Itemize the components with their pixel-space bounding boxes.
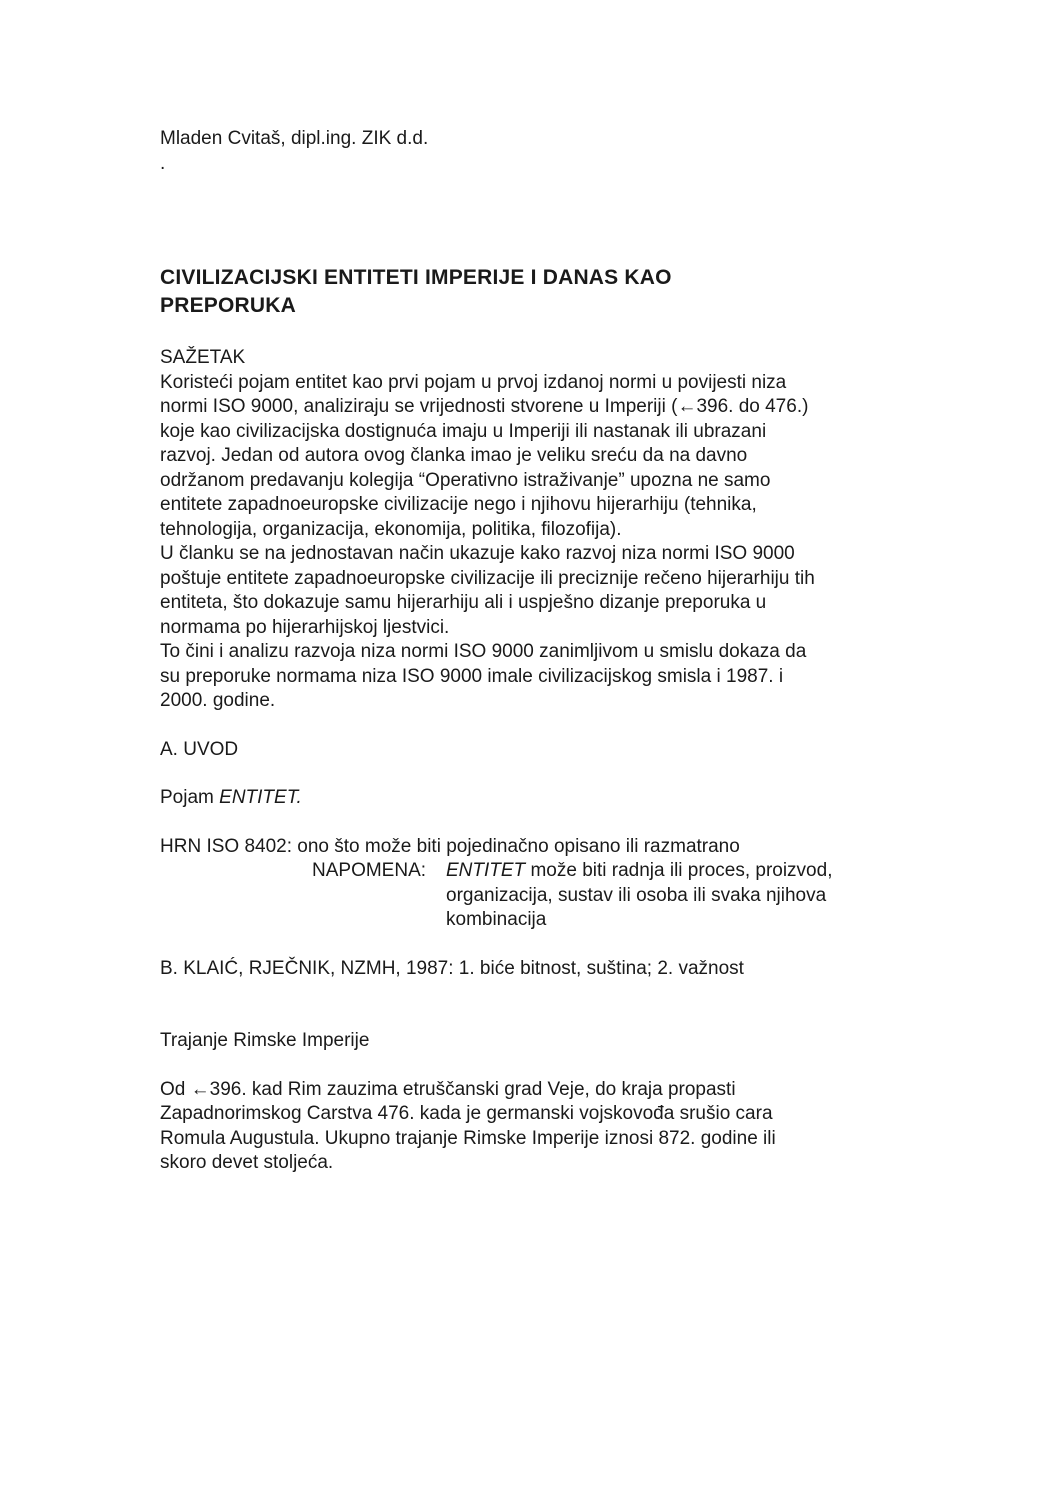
- text-line: 2000. godine.: [160, 690, 276, 711]
- note-line: organizacija, sustav ili osoba ili svaka njihova: [446, 884, 827, 906]
- dot-line: .: [160, 152, 166, 174]
- abstract-heading: SAŽETAK: [160, 347, 246, 368]
- hrn-definition-line: HRN ISO 8402: ono što može biti pojedinačno opisano ili razmatrano: [160, 835, 740, 857]
- intro-heading: A. UVOD: [160, 738, 239, 760]
- text-line: entitete zapadnoeuropske civilizacije nego i njihovu hijerarhiju (tehnika,: [160, 494, 757, 515]
- text-line: skoro devet stoljeća.: [160, 1152, 334, 1173]
- author-line: Mladen Cvitaš, dipl.ing. ZIK d.d.: [160, 128, 429, 149]
- note-line: kombinacija: [446, 909, 547, 930]
- abstract-paragraph-1: [160, 371, 920, 543]
- text-line: poštuje entitete zapadnoeuropske civilizacije ili preciznije rečeno hijerarhiju tih: [160, 567, 815, 589]
- text-line: Zapadnorimskog Carstva 476. kada je germanski vojskovođa srušio cara: [160, 1103, 773, 1124]
- note-term: ENTITET: [446, 860, 526, 881]
- text-line: razvoj. Jedan od autora ovog članka imao je veliku sreću da na davno: [160, 445, 748, 466]
- note-label: NAPOMENA:: [312, 860, 427, 881]
- text-line: su preporuke normama niza ISO 9000 imale civilizacijskog smisla i 1987. i: [160, 665, 784, 687]
- text-line: normama po hijerarhijskoj ljestvici.: [160, 616, 450, 638]
- text-line: održanom predavanju kolegija “Operativno istraživanje” upozna ne samo: [160, 469, 771, 491]
- document-title: [160, 264, 920, 320]
- document-page: [160, 127, 920, 1176]
- klaic-definition-line: B. KLAIĆ, RJEČNIK, NZMH, 1987: 1. biće bitnost, suština; 2. važnost: [160, 957, 744, 979]
- text-line: normi ISO 9000, analiziraju se vrijednosti stvorene u Imperiji (←396. do 476.): [160, 396, 809, 417]
- text-line: Romula Augustula. Ukupno trajanje Rimske Imperije iznosi 872. godine ili: [160, 1127, 776, 1149]
- concept-term: ENTITET.: [219, 787, 302, 808]
- title-line: PREPORUKA: [160, 294, 296, 317]
- abstract-paragraph-3: [160, 640, 920, 714]
- empire-heading: Trajanje Rimske Imperije: [160, 1030, 370, 1051]
- text-line: To čini i analizu razvoja niza normi ISO 9000 zanimljivom u smislu dokaza da: [160, 641, 807, 662]
- text-line: U članku se na jednostavan način ukazuje kako razvoj niza normi ISO 9000: [160, 543, 795, 564]
- title-line: CIVILIZACIJSKI ENTITETI IMPERIJE I DANAS KAO: [160, 266, 672, 289]
- text-line: Od ←396. kad Rim zauzima etruščanski grad Veje, do kraja propasti: [160, 1078, 736, 1100]
- note-line: [446, 859, 920, 884]
- empire-paragraph: [160, 1078, 920, 1176]
- text-line: Koristeći pojam entitet kao prvi pojam u prvoj izdanoj normi u povijesti niza: [160, 371, 787, 393]
- note-block: [160, 859, 920, 933]
- text-line: tehnologija, organizacija, ekonomija, politika, filozofija).: [160, 518, 622, 540]
- concept-line: [160, 786, 920, 811]
- concept-prefix: Pojam: [160, 787, 220, 808]
- text-line: koje kao civilizacijska dostignuća imaju u Imperiji ili nastanak ili ubrazani: [160, 420, 767, 442]
- note-line-rest: može biti radnja ili proces, proizvod,: [525, 860, 833, 881]
- note-text: [446, 859, 920, 933]
- definition-block: [160, 835, 920, 933]
- text-line: entiteta, što dokazuje samu hijerarhiju ali i uspješno dizanje preporuka u: [160, 592, 767, 613]
- abstract-paragraph-2: [160, 542, 920, 640]
